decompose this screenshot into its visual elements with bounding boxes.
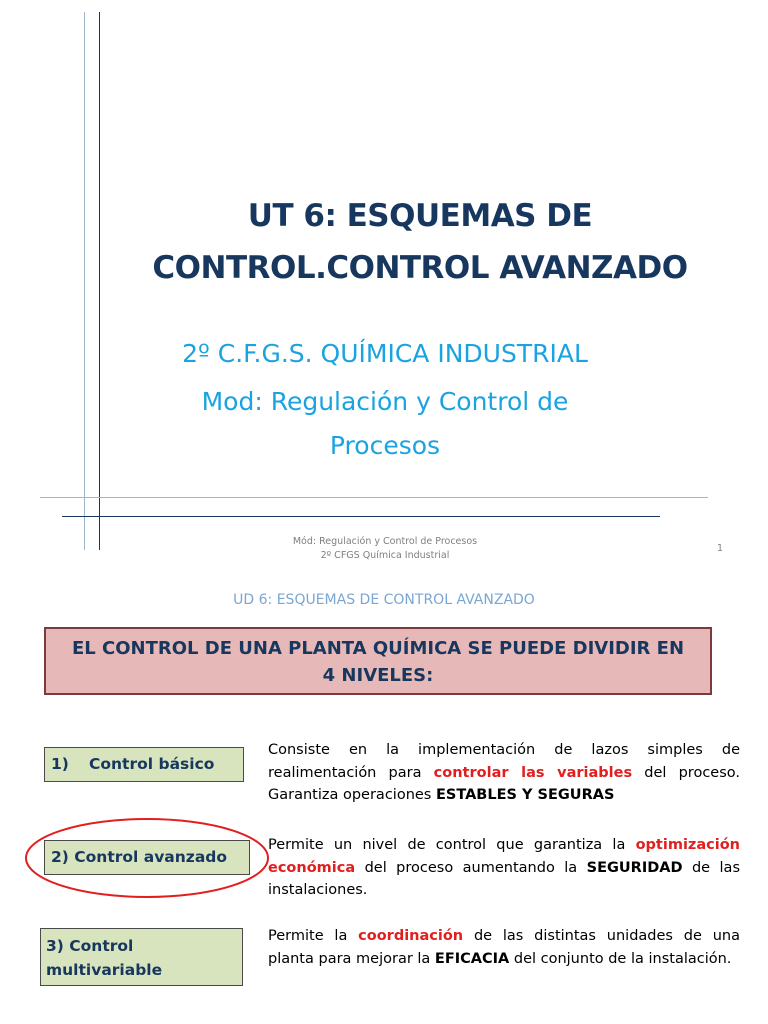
slide-footer (230, 535, 540, 563)
footer-course: 2º CFGS Química Industrial (320, 550, 450, 561)
level-3-text-b: de las distintas unidades de una planta para mejorar la (268, 928, 740, 967)
level-1-text-a: Consiste en la implementación de lazos simples de realimentación para (268, 742, 740, 781)
level-3-box (40, 928, 243, 986)
highlight-ellipse (22, 816, 272, 900)
level-2-text-b: del proceso aumentando la (355, 859, 587, 876)
level-1-bold: ESTABLES Y SEGURAS (435, 787, 615, 803)
level-3-text-a: Permite la (268, 928, 359, 944)
title-line-2: CONTROL.CONTROL AVANZADO (152, 250, 688, 286)
level-3-label-line-2: multivariable (46, 961, 163, 979)
level-2-bold: SEGURIDAD (586, 859, 683, 876)
level-1-highlight: controlar las variables (433, 764, 633, 781)
level-2-text-a: Permite un nivel de control que garantiza la (268, 837, 636, 853)
subtitle-module-1: Mod: Regulación y Control de (201, 387, 569, 416)
main-statement-line-1: EL CONTROL DE UNA PLANTA QUÍMICA SE PUEDE DIVIDIR EN (71, 638, 685, 659)
level-2-description (268, 834, 740, 902)
level-2-label: 2) Control avanzado (51, 848, 228, 866)
subtitle-module-2: Procesos (329, 431, 441, 460)
level-1-label: Control básico (89, 755, 215, 773)
slide-title (60, 190, 768, 294)
decor-hline-1 (40, 497, 708, 498)
level-1-box (44, 747, 244, 782)
level-3-highlight: coordinación (358, 928, 464, 944)
level-1-text-b: del proceso. Garantiza operaciones (268, 764, 740, 803)
level-3-text-c: del conjunto de la instalación. (509, 950, 732, 967)
level-1-description (268, 739, 740, 807)
footer-module: Mód: Regulación y Control de Procesos (292, 536, 478, 547)
main-statement-box (44, 627, 712, 695)
level-2-highlight: optimización económica (268, 837, 740, 876)
level-2-text-c: de las instalaciones. (268, 859, 740, 898)
slide2-header: UD 6: ESQUEMAS DE CONTROL AVANZADO (233, 592, 535, 608)
level-3-label-line-1: 3) Control (46, 937, 134, 955)
decor-hline-2 (62, 516, 660, 517)
level-1-number: 1) (51, 755, 69, 773)
level-3-bold: EFICACIA (434, 950, 510, 967)
subtitle-course: 2º C.F.G.S. QUÍMICA INDUSTRIAL (182, 339, 588, 368)
level-3-description (268, 925, 740, 970)
page-number: 1 (717, 543, 724, 554)
slide-subtitle (100, 332, 670, 468)
title-line-1: UT 6: ESQUEMAS DE (247, 198, 593, 234)
main-statement-line-2: 4 NIVELES: (322, 665, 434, 686)
